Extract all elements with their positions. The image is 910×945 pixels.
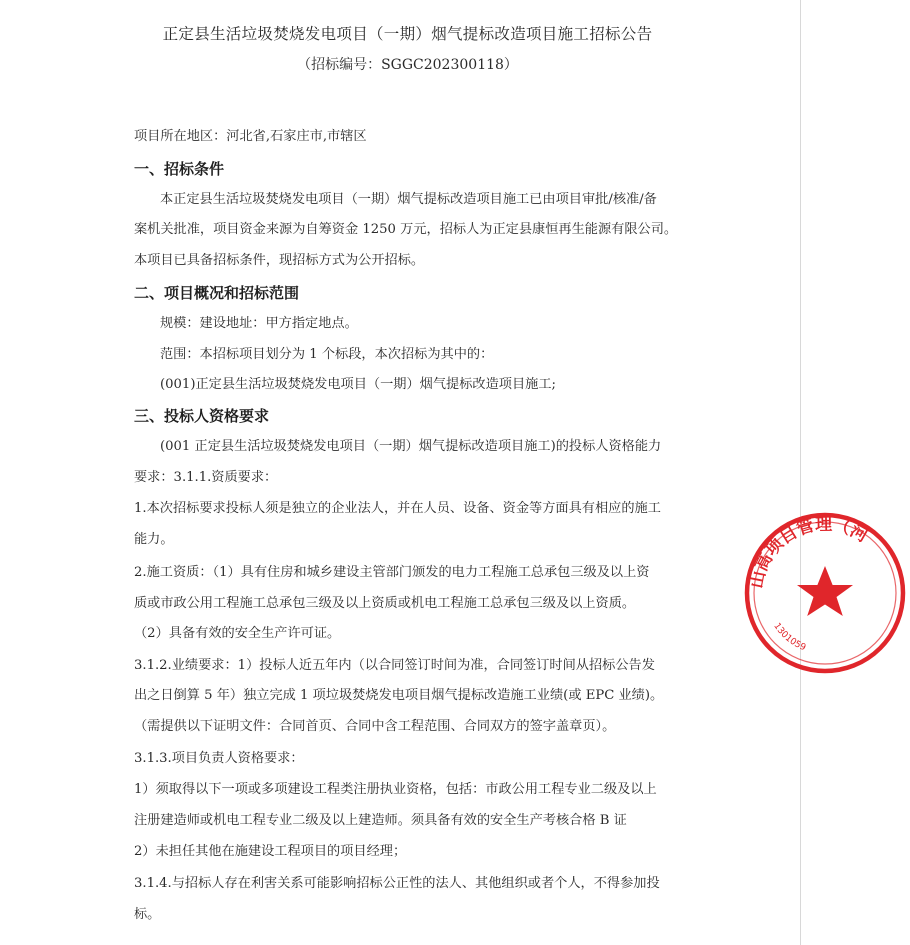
paragraph-line: 规模：建设地址：甲方指定地点。 <box>160 316 358 331</box>
paragraph-line: 案机关批准，项目资金来源为自筹资金 1250 万元，招标人为正定县康恒再生能源有限公司。 <box>134 222 678 237</box>
paragraph-line: （需提供以下证明文件：合同首页、合同中含工程范围、合同双方的签字盖章页）。 <box>134 719 616 734</box>
paragraph-line: 3.1.2.业绩要求：1）投标人近五年内（以合同签订时间为准，合同签订时间从招标公告发 <box>134 658 655 673</box>
paragraph-line: (001)正定县生活垃圾焚烧发电项目（一期）烟气提标改造项目施工; <box>160 377 556 392</box>
paragraph-line: 1.本次招标要求投标人须是独立的企业法人，并在人员、设备、资金等方面具有相应的施工 <box>134 501 661 516</box>
paragraph-line: 本项目已具备招标条件，现招标方式为公开招标。 <box>134 253 425 268</box>
section-heading-tender-conditions: 一、招标条件 <box>134 160 225 178</box>
project-location: 项目所在地区：河北省,石家庄市,市辖区 <box>134 129 367 144</box>
paragraph-line: 范围：本招标项目划分为 1 个标段，本次招标为其中的： <box>160 347 494 362</box>
paragraph-line: 质或市政公用工程施工总承包三级及以上资质或机电工程施工总承包三级及以上资质。 <box>134 596 636 611</box>
paragraph-line: 3.1.3.项目负责人资格要求： <box>134 751 304 766</box>
paragraph-line: (001 正定县生活垃圾焚烧发电项目（一期）烟气提标改造项目施工)的投标人资格能力 <box>160 439 662 454</box>
paragraph-line: 要求：3.1.1.资质要求： <box>134 470 278 485</box>
tender-number: （招标编号：SGGC202300118） <box>297 57 518 73</box>
section-heading-project-overview: 二、项目概况和招标范围 <box>134 284 300 302</box>
company-seal-stamp <box>740 508 910 678</box>
page-edge-divider <box>800 0 801 945</box>
paragraph-line: 1）须取得以下一项或多项建设工程类注册执业资格，包括：市政公用工程专业二级及以上 <box>134 782 657 797</box>
paragraph-line: 能力。 <box>134 532 174 547</box>
paragraph-line: 2.施工资质：（1）具有住房和城乡建设主管部门颁发的电力工程施工总承包三级及以上资 <box>134 565 650 580</box>
seal-text-arc: 山高项目管理（河 <box>746 514 872 590</box>
paragraph-line: （2）具备有效的安全生产许可证。 <box>134 626 341 641</box>
seal-code-arc: 1301059 <box>771 621 808 654</box>
seal-star-icon <box>797 566 853 616</box>
paragraph-line: 注册建造师或机电工程专业二级及以上建造师。须具备有效的安全生产考核合格 B 证 <box>134 813 627 828</box>
paragraph-line: 本正定县生活垃圾焚烧发电项目（一期）烟气提标改造项目施工已由项目审批/核准/备 <box>160 192 657 207</box>
document-title: 正定县生活垃圾焚烧发电项目（一期）烟气提标改造项目施工招标公告 <box>162 25 653 43</box>
paragraph-line: 2）未担任其他在施建设工程项目的项目经理； <box>134 844 407 859</box>
paragraph-line: 标。 <box>134 907 161 922</box>
section-heading-bidder-qualifications: 三、投标人资格要求 <box>134 407 270 425</box>
paragraph-line: 3.1.4.与招标人存在利害关系可能影响招标公正性的法人、其他组织或者个人，不得参加投 <box>134 876 660 891</box>
paragraph-line: 出之日倒算 5 年）独立完成 1 项垃圾焚烧发电项目烟气提标改造施工业绩(或 EPC 业绩)。 <box>134 688 664 703</box>
